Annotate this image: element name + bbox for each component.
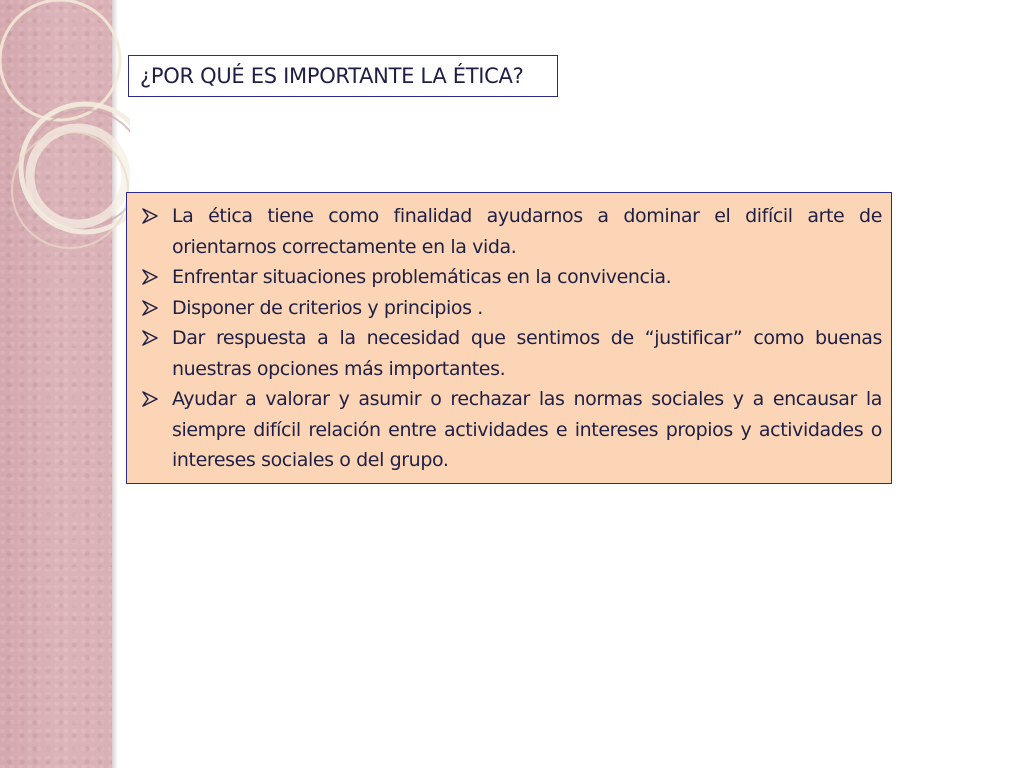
bullet-item-1 <box>141 201 882 262</box>
content-box <box>126 192 892 484</box>
bullet-text: Disponer de criterios y principios . <box>172 296 483 319</box>
arrowhead-bullet-icon <box>141 208 159 224</box>
arrowhead-bullet-icon <box>141 300 159 316</box>
bullet-text: Ayudar a valorar y asumir o rechazar las normas sociales y a encausar la siempre difícil relación entre actividades e intereses propios y actividades o intereses sociales o del grupo. <box>172 388 882 471</box>
bullet-text: Enfrentar situaciones problemáticas en la convivencia. <box>172 266 672 288</box>
arrowhead-bullet-icon <box>141 391 159 407</box>
arrowhead-bullet-icon <box>141 330 159 346</box>
bullet-text: Dar respuesta a la necesidad que sentimos de “justificar” como buenas nuestras opciones más importantes. <box>172 327 882 380</box>
bullet-item-2 <box>141 262 882 293</box>
decorative-rings <box>0 0 130 260</box>
bullet-item-5 <box>141 384 882 476</box>
arrowhead-bullet-icon <box>141 269 159 285</box>
bullet-item-3 <box>141 293 882 324</box>
bullet-text: La ética tiene como finalidad ayudarnos a dominar el difícil arte de orientarnos correctamente en la vida. <box>172 205 882 258</box>
slide-title: ¿POR QUÉ ES IMPORTANTE LA ÉTICA? <box>140 64 524 88</box>
title-box <box>128 55 558 97</box>
bullet-list <box>141 201 882 476</box>
bullet-item-4 <box>141 323 882 384</box>
